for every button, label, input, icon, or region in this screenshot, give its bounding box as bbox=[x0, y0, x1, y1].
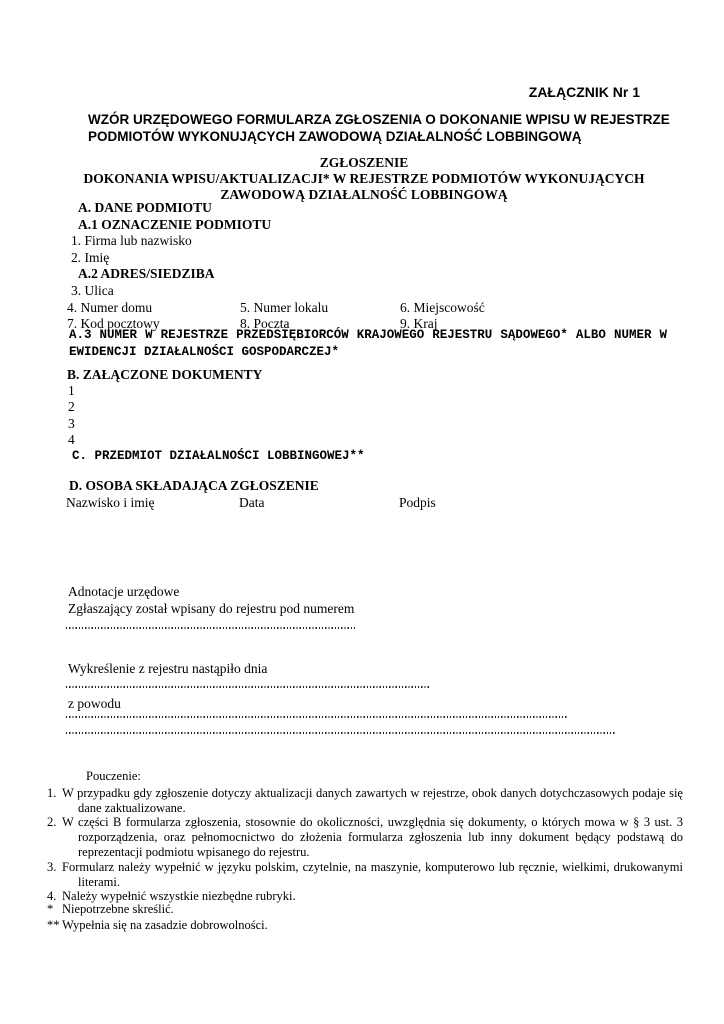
instruction-line: rozporządzenia, oraz pełnomocnictwo do złożenia formularza zgłoszenia lub inny dokument będący podstawą do bbox=[78, 830, 683, 845]
document-slot: 1 bbox=[68, 383, 75, 399]
form-subtitle bbox=[88, 111, 670, 145]
fill-in-line bbox=[66, 732, 615, 734]
section-d bbox=[66, 478, 666, 511]
instruction-line: literami. bbox=[78, 874, 120, 889]
document-title-line: DOKONANIA WPISU/AKTUALIZACJI* W REJESTRZE PODMIOTÓW WYKONUJĄCYCH bbox=[83, 171, 645, 187]
column-nazwisko-i-imie: Nazwisko i imię bbox=[66, 494, 155, 510]
section-a1-heading: A.1 OZNACZENIE PODMIOTU bbox=[78, 216, 272, 232]
instructions-heading: Pouczenie: bbox=[86, 769, 141, 783]
column-podpis: Podpis bbox=[399, 494, 436, 510]
official-annotations-label: Adnotacje urzędowe bbox=[68, 584, 180, 599]
section-a3-line: EWIDENCJI DZIAŁALNOŚCI GOSPODARCZEJ* bbox=[69, 344, 340, 359]
section-c-heading: C. PRZEDMIOT DZIAŁALNOŚCI LOBBINGOWEJ** bbox=[72, 449, 365, 463]
instruction-line: Należy wypełnić wszystkie niezbędne rubryki. bbox=[62, 889, 296, 904]
section-a-heading: A. DANE PODMIOTU bbox=[78, 200, 212, 215]
instruction-item bbox=[47, 786, 683, 816]
footnote-marker: * bbox=[47, 902, 54, 916]
field-poczta: 8. Poczta bbox=[240, 316, 290, 332]
footnote-single-asterisk bbox=[47, 902, 268, 918]
removal-date-label: Wykreślenie z rejestru nastąpiło dnia bbox=[68, 661, 268, 676]
instruction-line: reprezentacji podmiotu wpisanego do rejestru. bbox=[78, 844, 310, 859]
document-title bbox=[64, 155, 664, 204]
document-title-line: ZGŁOSZENIE bbox=[319, 155, 409, 170]
field-numer-lokalu: 5. Numer lokalu bbox=[240, 299, 329, 315]
footnotes-section bbox=[47, 902, 268, 933]
field-numer-domu: 4. Numer domu bbox=[67, 299, 153, 315]
fill-in-line bbox=[66, 686, 431, 688]
section-a bbox=[67, 200, 667, 333]
instruction-item bbox=[47, 860, 683, 890]
annex-label: ZAŁĄCZNIK Nr 1 bbox=[528, 84, 640, 100]
section-b-heading: B. ZAŁĄCZONE DOKUMENTY bbox=[67, 367, 263, 382]
instruction-number: 3. bbox=[47, 859, 57, 874]
footnote-double-asterisk bbox=[47, 918, 268, 934]
footnote-marker: ** bbox=[47, 917, 60, 932]
section-a3-heading bbox=[69, 327, 667, 360]
signature-row bbox=[66, 495, 666, 512]
document-title-line: ZAWODOWĄ DZIAŁALNOŚĆ LOBBINGOWĄ bbox=[220, 187, 508, 203]
instruction-item bbox=[47, 815, 683, 859]
registered-under-number-label: Zgłaszający został wpisany do rejestru pod numerem bbox=[68, 601, 355, 616]
section-a2-heading: A.2 ADRES/SIEDZIBA bbox=[78, 266, 215, 282]
column-data: Data bbox=[239, 494, 265, 510]
fill-in-line bbox=[66, 716, 568, 718]
section-b bbox=[67, 367, 262, 448]
form-subtitle-line: PODMIOTÓW WYKONUJĄCYCH ZAWODOWĄ DZIAŁALNOŚĆ LOBBINGOWĄ bbox=[88, 129, 582, 144]
form-subtitle-line: WZÓR URZĘDOWEGO FORMULARZA ZGŁOSZENIA O DOKONANIE WPISU W REJESTRZE bbox=[88, 112, 670, 127]
footnote-text: Wypełnia się na zasadzie dobrowolności. bbox=[62, 917, 268, 932]
field-kod-pocztowy: 7. Kod pocztowy bbox=[67, 316, 160, 332]
instruction-number: 4. bbox=[47, 889, 57, 904]
reason-label: z powodu bbox=[68, 696, 121, 711]
instruction-number: 2. bbox=[47, 815, 57, 830]
instruction-line: W części B formularza zgłoszenia, stosownie do okoliczności, uwzględnia się dokumenty, o których mowa w § 3 ust. 3 bbox=[62, 815, 683, 830]
instruction-line: dane zaktualizowane. bbox=[78, 800, 186, 815]
document-slot: 2 bbox=[68, 399, 75, 415]
instructions-section bbox=[47, 769, 683, 904]
field-miejscowosc: 6. Miejscowość bbox=[400, 299, 485, 315]
field-kraj: 9. Kraj bbox=[400, 316, 438, 332]
fill-in-line bbox=[66, 627, 356, 629]
document-slot: 3 bbox=[68, 415, 75, 431]
address-row-1 bbox=[67, 300, 667, 317]
section-d-heading: D. OSOBA SKŁADAJĄCA ZGŁOSZENIE bbox=[69, 478, 319, 493]
section-a3-line: A.3 NUMER W REJESTRZE PRZEDSIĘBIORCÓW KRAJOWEGO REJESTRU SĄDOWEGO* ALBO NUMER W bbox=[69, 328, 667, 342]
instruction-line: Formularz należy wypełnić w języku polskim, czytelnie, na maszynie, komputerowo lub ręcznie, wielkimi, drukowanymi bbox=[62, 859, 683, 874]
field-imie: 2. Imię bbox=[71, 249, 110, 265]
field-firma-lub-nazwisko: 1. Firma lub nazwisko bbox=[71, 233, 192, 249]
field-ulica: 3. Ulica bbox=[71, 282, 114, 298]
instruction-number: 1. bbox=[47, 785, 57, 800]
document-slot: 4 bbox=[68, 431, 75, 447]
footnote-text: Niepotrzebne skreślić. bbox=[62, 902, 174, 916]
instruction-line: W przypadku gdy zgłoszenie dotyczy aktualizacji danych zawartych w rejestrze, obok danych dotychczasowych podaje się bbox=[62, 785, 683, 800]
